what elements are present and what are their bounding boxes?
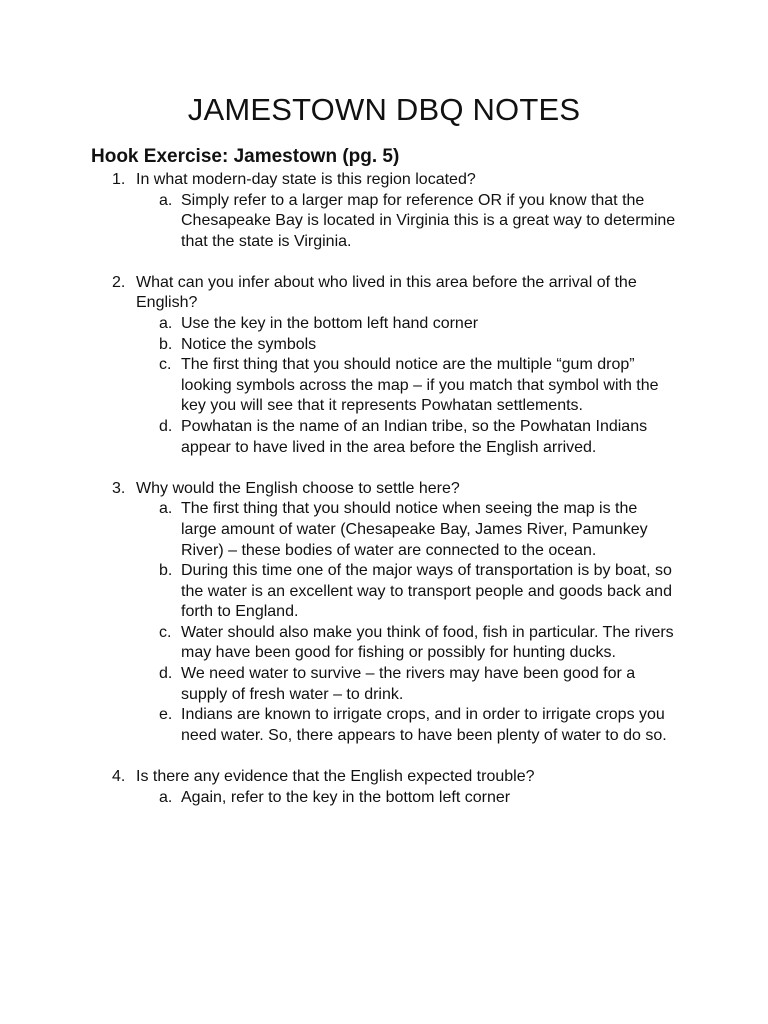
- question-row: [0, 767, 768, 788]
- answer-row: [0, 705, 768, 746]
- question-text: In what modern-day state is this region located?: [136, 171, 476, 188]
- question-row: [0, 479, 768, 500]
- answer-text: Water should also make you think of food, fish in particular. The rivers may have been good for fishing or possibly for hunting ducks.: [181, 623, 674, 662]
- question-number: 2.: [112, 273, 126, 291]
- answer-letter: c.: [159, 623, 172, 641]
- question-list: [0, 170, 768, 829]
- answer-row: [0, 561, 768, 623]
- question-row: [0, 273, 768, 314]
- answer-row: [0, 499, 768, 561]
- answer-letter: b.: [159, 335, 173, 353]
- answer-letter: a.: [159, 315, 173, 333]
- answer-letter: a.: [159, 191, 173, 209]
- answer-row: [0, 335, 768, 356]
- answer-text: Indians are known to irrigate crops, and in order to irrigate crops you need water. So, there appears to have been plenty of water to do so.: [181, 706, 667, 744]
- answer-text: The first thing that you should notice are the multiple “gum drop” looking symbols across the map – if you match that symbol with the key you will see that it represents Powhatan settlements.: [181, 356, 659, 415]
- section-heading: Hook Exercise: Jamestown (pg. 5): [91, 146, 400, 167]
- answer-letter: d.: [159, 665, 173, 683]
- answer-text: Use the key in the bottom left hand corner: [181, 315, 479, 333]
- answer-text: During this time one of the major ways of transportation is by boat, so the water is an excellent way to transport people and goods back and forth to England.: [181, 562, 672, 621]
- answer-text: Notice the symbols: [181, 335, 317, 353]
- answer-row: [0, 623, 768, 664]
- page-title: JAMESTOWN DBQ NOTES: [187, 92, 581, 127]
- question-text: Is there any evidence that the English expected trouble?: [136, 767, 535, 785]
- question-row: [0, 170, 768, 191]
- answer-row: [0, 355, 768, 417]
- question-item: [0, 170, 768, 252]
- answer-text: We need water to survive – the rivers may have been good for a supply of fresh water – to drink.: [181, 665, 636, 703]
- answer-letter: a.: [159, 500, 173, 518]
- answer-letter: a.: [159, 788, 173, 806]
- answer-letter: b.: [159, 562, 173, 580]
- answer-letter: c.: [159, 356, 172, 374]
- question-number: 4.: [112, 767, 126, 785]
- answer-letter: d.: [159, 418, 173, 436]
- answer-text: The first thing that you should notice when seeing the map is the large amount of water (Chesapeake Bay, James River, Pamunkey River) – these bodies of water are connected to the ocean.: [181, 500, 648, 559]
- question-number: 3.: [112, 479, 126, 497]
- answer-row: [0, 314, 768, 335]
- question-item: [0, 479, 768, 747]
- question-text: Why would the English choose to settle here?: [136, 479, 460, 497]
- answer-row: [0, 664, 768, 705]
- answer-text: Again, refer to the key in the bottom left corner: [181, 788, 511, 806]
- answer-text: Simply refer to a larger map for reference OR if you know that the Chesapeake Bay is located in Virginia this is a great way to determine that the state is Virginia.: [181, 191, 676, 250]
- question-item: [0, 273, 768, 458]
- answer-row: [0, 191, 768, 253]
- question-item: [0, 767, 768, 808]
- question-number: 1.: [112, 171, 126, 188]
- answer-row: [0, 788, 768, 809]
- answer-row: [0, 417, 768, 458]
- answer-text: Powhatan is the name of an Indian tribe, so the Powhatan Indians appear to have lived in the area before the English arrived.: [181, 418, 648, 456]
- answer-letter: e.: [159, 706, 173, 724]
- question-text: What can you infer about who lived in this area before the arrival of the English?: [136, 273, 637, 312]
